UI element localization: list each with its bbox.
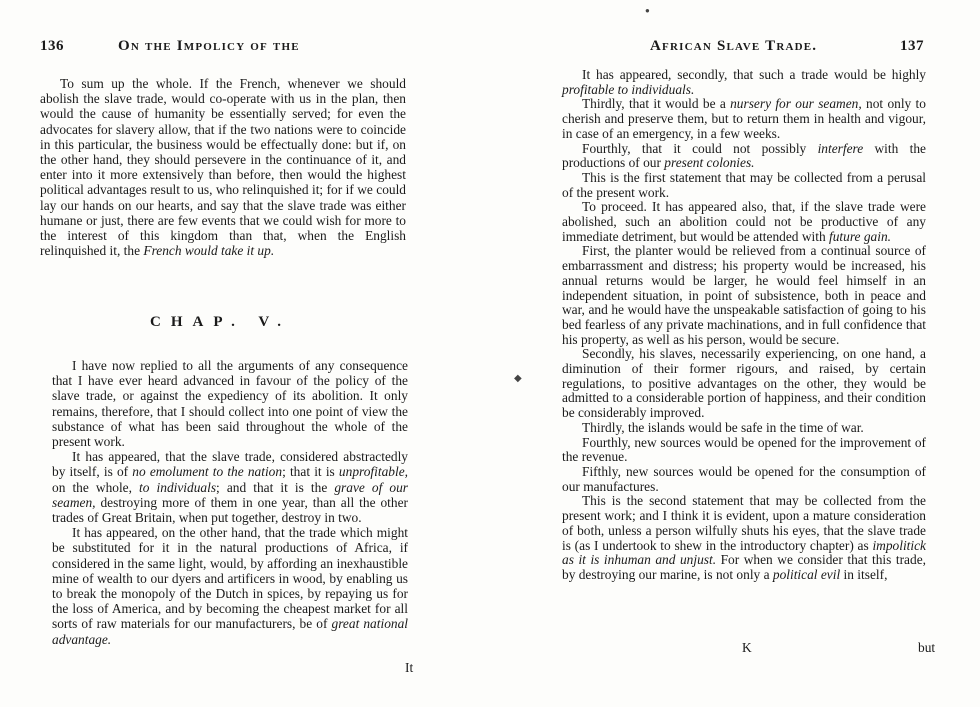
paragraph-proceed: To proceed. It has appeared also, that, if the slave trade were abolished, such an abolition could not be productive of any immediate detriment, but would be attended with future gain. (562, 199, 926, 244)
left-page-number: 136 (40, 38, 64, 54)
chapter-body (52, 358, 408, 647)
paragraph-thirdly: Thirdly, that it would be a nursery for our seamen, not only to cherish and preserve them, but to return them in health and vigour, in case of an emergency, in a few weeks. (562, 96, 926, 141)
right-catchword: but (918, 640, 936, 655)
gutter-mark: ◆ (514, 373, 522, 384)
summary-block (40, 76, 406, 258)
paragraph-replied: I have now replied to all the arguments of any consequence that I have ever heard advanced in favour of the policy of the slave trade, or against the expediency of its abolition. It only remains, therefore, that I should collect into one point of view the substance of what has been said throughout the whole of the present work. (52, 358, 408, 450)
paragraph-islands: Thirdly, the islands would be safe in the time of war. (582, 419, 864, 435)
left-catchword: It (405, 660, 414, 675)
paragraph-planter: First, the planter would be relieved from a continual source of embarrassment and distress; his property would be increased, his annual returns would be larger, he would feel himself in an independent situation, in point of subsistence, both in peace and war, and he would have the unspeakable satisfaction of going to his bed fearless of any private machinations, and in full confidence that his property, as well as his person, would be secure. (562, 243, 926, 347)
chapter-heading: CHAP. V. (150, 314, 291, 330)
paragraph-appeared-2: It has appeared, on the other hand, that the trade which might be substituted for it in the natural productions of Africa, if considered in the same light, would, by affording an inexhaustible mine of wealth to our dyers and artificers in wood, by enabling us to break the monopoly of the Dutch in spices, by repaying us for the loss of America, and by becoming the cheapest market for all sorts of raw materials for our manufacturers, be of great national advantage. (52, 525, 409, 647)
right-page-number: 137 (900, 38, 924, 54)
paragraph-second-statement: This is the second statement that may be collected from the present work; and I think it is evident, upon a mature consideration of both, unless a person wilfully shuts his eyes, that the slave trade is (as I undertook to shew in the introductory chapter) as impolitick as it is inhuman and unjust. For when we consider that this trade, by destroying our marine, is not only a political evil in itself, (562, 493, 926, 582)
paragraph-consumption: Fifthly, new sources would be opened for the consumption of our manufactures. (562, 463, 926, 494)
paragraph-summary: To sum up the whole. If the French, whenever we should abolish the slave trade, would co-operate with us in the plan, then would the cause of humanity be essentially served; for even the advocates for slavery allow, that if the two nations were to coincide in this particular, the business would be effectually done: but if, on the other hand, they should persevere in the continuance of it, and enter into it more extensively than before, then would the highest political advantages result to us, who relinquished it; for if we could lay our hands on our hearts, and say that the slave trade was either humane or just, there are few events that we could wish for more to the interest of this kingdom than that, when the English relinquished it, the French would take it up. (40, 76, 406, 259)
right-page (490, 0, 980, 707)
paragraph-appeared-1: It has appeared, that the slave trade, considered abstractedly by itself, is of no emolument to the nation; that it is unprofitable, on the whole, to individuals; and that it is the grave of our seamen, destroying more of them in one year, than all the other trades of Great Britain, when put together, destroy in two. (52, 449, 408, 526)
right-running-head: African Slave Trade. (650, 38, 818, 54)
printer-mark: ● (645, 6, 650, 15)
paragraph-revenue: Fourthly, new sources would be opened for the improvement of the revenue. (562, 434, 926, 465)
summary-body (562, 68, 926, 583)
paragraph-fourthly: Fourthly, that it could not possibly interfere with the productions of our present colonies. (562, 140, 926, 171)
paragraph-slaves: Secondly, his slaves, necessarily experiencing, on one hand, a diminution of their former rigours, and raised, by certain regulations, to positive advantages on the other, they would be admitted to a considerable portion of happiness, and their condition be considerably improved. (562, 346, 926, 421)
paragraph-first-statement: This is the first statement that may be collected from a perusal of the present work. (562, 169, 926, 200)
left-running-head: On the Impolicy of the (118, 38, 300, 54)
paragraph-secondly: It has appeared, secondly, that such a trade would be highly profitable to individuals. (562, 67, 926, 97)
signature-mark: K (742, 640, 752, 655)
